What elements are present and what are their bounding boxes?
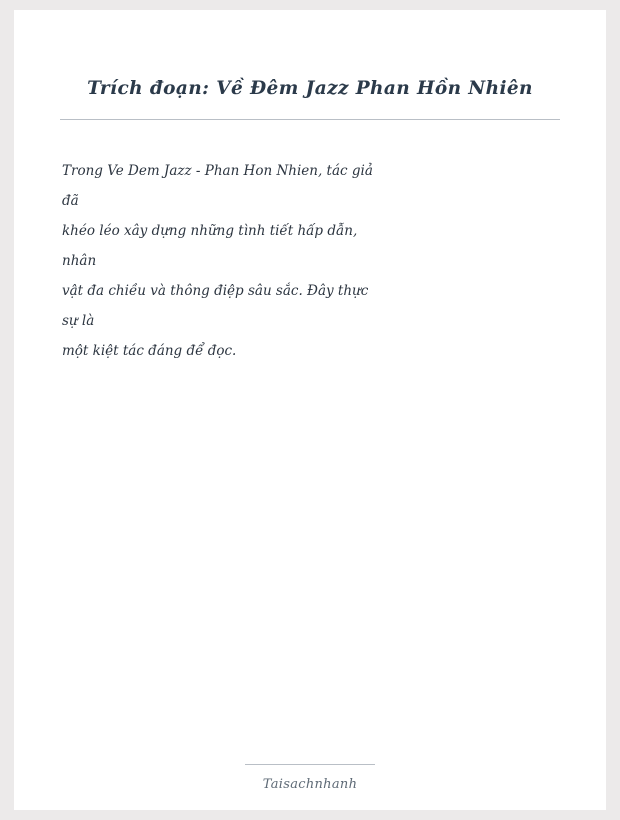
body-line: vật đa chiều và thông điệp sâu sắc. Đây thực [62,283,369,299]
footer-divider [245,764,375,765]
page-title: Trích đoạn: Về Đêm Jazz Phan Hồn Nhiên [87,78,533,99]
body-line: một kiệt tác đáng để đọc. [62,343,237,359]
title-divider [60,119,560,120]
page-footer [14,764,606,792]
footer-attribution: Taisachnhanh [262,777,358,792]
body-line: Trong Ve Dem Jazz - Phan Hon Nhien, tác giả [62,163,373,179]
body-line: sự là [62,313,95,329]
body-line: khéo léo xây dựng những tình tiết hấp dẫn, [62,223,358,239]
body-line: đã [62,193,79,209]
document-body [14,156,606,366]
document-page [14,10,606,810]
body-line: nhân [62,253,97,269]
